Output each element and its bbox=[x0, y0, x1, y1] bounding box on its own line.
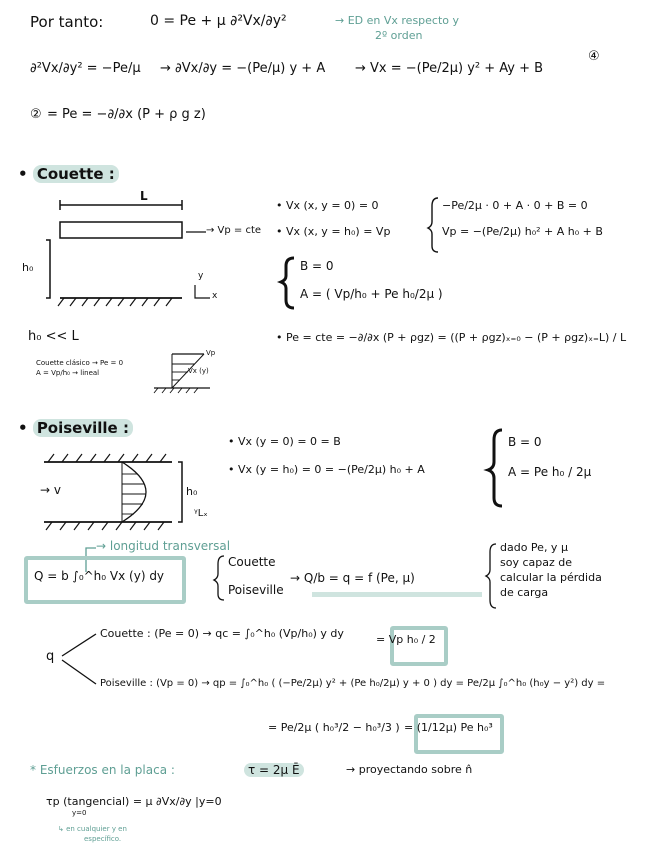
transverse-length-note: → longitud transversal bbox=[96, 539, 231, 553]
couette-flow-result: = Vp h₀ / 2 bbox=[376, 633, 436, 646]
couette-title: • Couette : bbox=[18, 166, 119, 183]
brace-poiseuille-label: Poiseville bbox=[228, 583, 284, 597]
pe-constant-eq: • Pe = cte = −∂/∂x (P + ρgz) = ((P + ρgz)ₓ₌₀ − (P + ρgz)ₓ₌L) / L bbox=[276, 331, 627, 344]
note-line-2: soy capaz de bbox=[500, 556, 572, 569]
axis-y-label: y bbox=[198, 271, 204, 281]
couette-length-label: L bbox=[140, 189, 148, 203]
flow-per-width-eq: → Q/b = q = f (Pe, μ) bbox=[290, 571, 415, 585]
note-line-1: dado Pe, y μ bbox=[500, 541, 568, 554]
any-y-note-2: específico. bbox=[84, 835, 122, 843]
note-line-4: de carga bbox=[500, 586, 549, 599]
couette-bc-top: • Vx (x, y = h₀) = Vp bbox=[276, 225, 391, 238]
marker-four: ④ bbox=[588, 49, 600, 64]
thin-gap-condition: h₀ << L bbox=[28, 329, 79, 344]
poiseuille-bc-top: • Vx (y = h₀) = 0 = −(Pe/2μ) h₀ + A bbox=[228, 463, 425, 476]
navier-stokes-equation: 0 = Pe + μ ∂²Vx/∂y² bbox=[150, 13, 287, 29]
poiseuille-A-value: A = Pe h₀ / 2μ bbox=[508, 465, 592, 479]
inlet-velocity-label: → v bbox=[40, 483, 61, 497]
poiseuille-axes-label: ᵞLₓ bbox=[194, 508, 208, 519]
first-derivative-eq: → ∂Vx/∂y = −(Pe/μ) y + A bbox=[160, 61, 326, 76]
poiseuille-title: • Poiseville : bbox=[18, 420, 133, 437]
couette-system-eq2: Vp = −(Pe/2μ) h₀² + A h₀ + B bbox=[442, 225, 603, 238]
profile-vp-label: Vp bbox=[206, 349, 216, 357]
poiseuille-flow-intermediate: = Pe/2μ ( h₀³/2 − h₀³/3 ) bbox=[268, 721, 400, 734]
second-derivative-eq: ∂²Vx/∂y² = −Pe/μ bbox=[30, 61, 141, 76]
couette-A-value: A = ( Vp/h₀ + Pe h₀/2μ ) bbox=[300, 287, 443, 301]
poiseuille-flow-integral: Poiseville : (Vp = 0) → qp = ∫₀^h₀ ( (−Pe/2μ) y² + (Pe h₀/2μ) y + 0 ) dy = Pe/2μ ∫₀^h₀ (h₀y − y²) dy = bbox=[100, 678, 606, 689]
any-y-note: ↳ en cualquier y en bbox=[58, 825, 127, 833]
order-note: 2º orden bbox=[375, 29, 423, 42]
pressure-gradient-eq: = Pe = −∂/∂x (P + ρ g z) bbox=[47, 107, 206, 122]
classic-couette-note: Couette clásico → Pe = 0 bbox=[36, 359, 124, 367]
ed-note: → ED en Vx respecto y bbox=[335, 14, 460, 27]
poiseuille-flow-result: = (1/12μ) Pe h₀³ bbox=[404, 721, 493, 734]
velocity-eq: → Vx = −(Pe/2μ) y² + Ay + B bbox=[355, 61, 544, 76]
intro-text: Por tanto: bbox=[30, 13, 104, 31]
couette-flow-integral: Couette : (Pe = 0) → qc = ∫₀^h₀ (Vp/h₀) y dy bbox=[100, 627, 344, 640]
axis-x-label: x bbox=[212, 291, 218, 301]
couette-B-value: B = 0 bbox=[300, 259, 334, 273]
projection-note: → proyectando sobre n̂ bbox=[346, 763, 473, 776]
poiseuille-bc-bottom: • Vx (y = 0) = 0 = B bbox=[228, 435, 341, 448]
plate-velocity-label: → Vp = cte bbox=[206, 225, 262, 236]
tangential-stress-eq: τp (tangencial) = μ ∂Vx/∂y |y=0 bbox=[46, 795, 222, 808]
note-line-3: calcular la pérdida bbox=[500, 571, 602, 584]
tangential-stress-subscript: y=0 bbox=[72, 809, 87, 817]
marker-two: ② bbox=[30, 107, 42, 122]
poiseuille-B-value: B = 0 bbox=[508, 435, 542, 449]
stress-tensor-eq: τ = 2μ Ē bbox=[244, 764, 304, 777]
stress-section-title: * Esfuerzos en la placa : bbox=[30, 763, 175, 777]
couette-height-label: h₀ bbox=[22, 261, 34, 274]
brace-couette-label: Couette bbox=[228, 555, 276, 569]
poiseuille-height-label: h₀ bbox=[186, 485, 198, 498]
profile-vx-label: Vx (y) bbox=[188, 367, 209, 375]
couette-system-eq1: −Pe/2μ · 0 + A · 0 + B = 0 bbox=[442, 199, 588, 212]
couette-bc-bottom: • Vx (x, y = 0) = 0 bbox=[276, 199, 379, 212]
linear-profile-note: A = Vp/h₀ → lineal bbox=[36, 369, 100, 377]
flow-per-width-underline bbox=[312, 592, 482, 597]
flow-rate-integral: Q = b ∫₀^h₀ Vx (y) dy bbox=[34, 569, 165, 583]
q-label: q bbox=[46, 649, 55, 664]
